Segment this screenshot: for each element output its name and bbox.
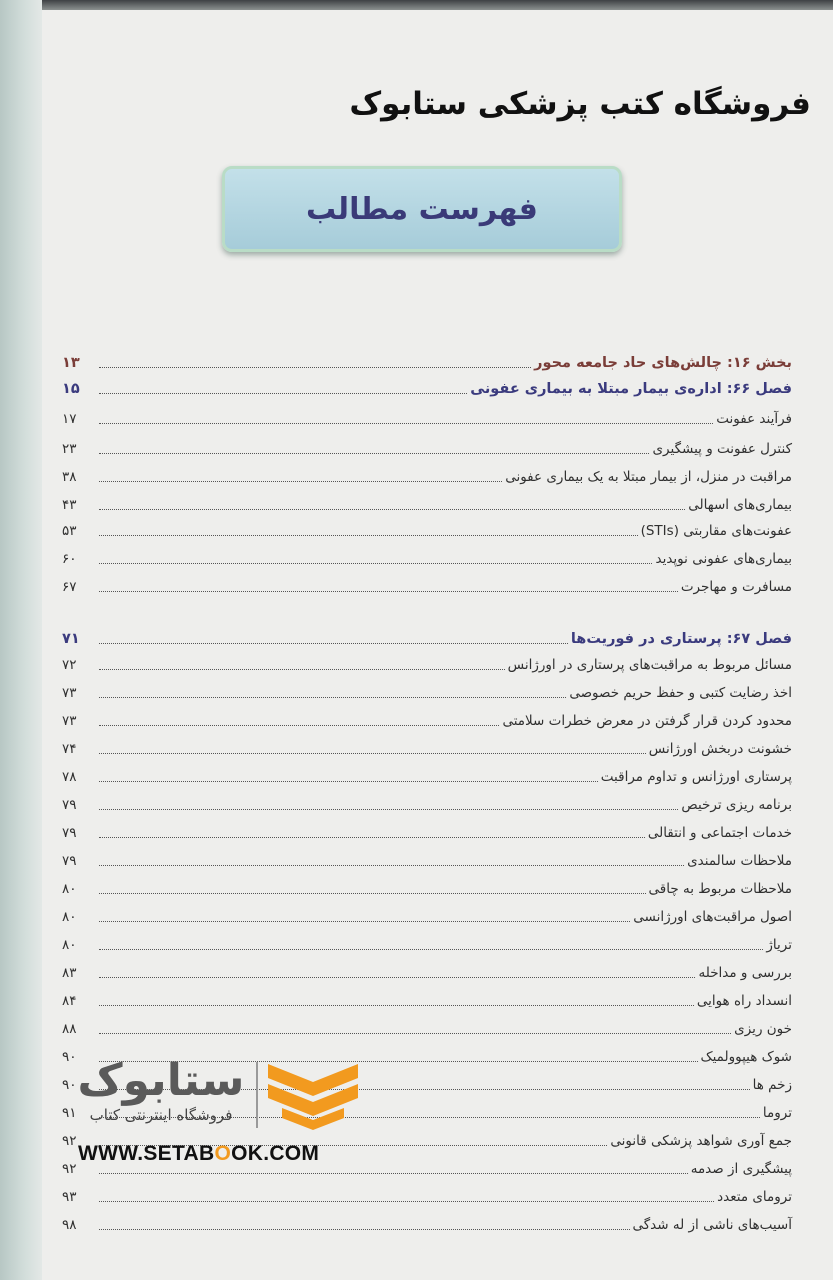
toc-entry <box>62 434 792 458</box>
toc-entry-title: بخش ۱۶: چالش‌های حاد جامعه محور <box>534 355 792 371</box>
toc-entry <box>62 902 792 926</box>
toc-leader-dots <box>99 949 763 950</box>
toc-entry-title: خدمات اجتماعی و انتقالی <box>647 825 792 841</box>
toc-entry <box>62 1210 792 1234</box>
toc-leader-dots <box>99 1033 731 1034</box>
toc-page-number: ۸۸ <box>62 1021 77 1037</box>
toc-entry-title: اخذ رضایت کتبی و حفظ حریم خصوصی <box>569 685 792 701</box>
toc-entry-title: بیماری‌های اسهالی <box>688 497 792 513</box>
toc-entry <box>62 650 792 674</box>
toc-page-number: ۷۲ <box>62 657 77 673</box>
toc-leader-dots <box>99 697 566 698</box>
toc-entry-title: انسداد راه هوایی <box>696 993 792 1009</box>
toc-entry <box>62 678 792 702</box>
toc-entry-title: آسیب‌های ناشی از له شدگی <box>632 1217 792 1233</box>
watermark-url-o: O <box>214 1142 232 1165</box>
toc-page-number: ۱۷ <box>62 411 77 427</box>
toc-part-heading <box>62 348 792 372</box>
toc-page-number: ۹۲ <box>62 1133 77 1149</box>
toc-entry-title: ترومای متعدد <box>717 1189 792 1205</box>
toc-page-number: ۸۴ <box>62 993 77 1009</box>
toc-entry-title: بررسی و مداخله <box>698 965 792 981</box>
toc-entry-title: کنترل عفونت و پیشگیری <box>652 441 792 457</box>
toc-page-number: ۱۵ <box>62 381 80 397</box>
toc-entry-title: محدود کردن قرار گرفتن در معرض خطرات سلامتی <box>502 713 792 729</box>
toc-entry <box>62 572 792 596</box>
toc-page-number: ۸۰ <box>62 937 77 953</box>
toc-page-number: ۹۰ <box>62 1049 77 1065</box>
toc-leader-dots <box>99 809 678 810</box>
toc-leader-dots <box>99 1201 714 1202</box>
toc-leader-dots <box>99 865 684 866</box>
toc-entry <box>62 846 792 870</box>
toc-entry-title: تروما <box>762 1105 792 1121</box>
toc-entry <box>62 1182 792 1206</box>
binding-strip <box>0 0 42 1280</box>
toc-page-number: ۴۳ <box>62 497 77 513</box>
toc-entry <box>62 958 792 982</box>
toc-entry-title: پیشگیری از صدمه <box>690 1161 792 1177</box>
toc-entry-title: مسافرت و مهاجرت <box>680 579 792 595</box>
toc-page-number: ۷۹ <box>62 797 77 813</box>
toc-entry <box>62 818 792 842</box>
toc-entry-title: پرستاری اورژانس و تداوم مراقبت <box>600 769 792 785</box>
toc-page-number: ۹۰ <box>62 1077 77 1093</box>
watermark-url-part2: OK.COM <box>231 1142 320 1165</box>
toc-page-number: ۶۰ <box>62 551 77 567</box>
toc-entry <box>62 734 792 758</box>
toc-entry-title: عفونت‌های مقاربتی (STIs) <box>640 523 792 539</box>
toc-entry <box>62 706 792 730</box>
toc-entry-title: برنامه ریزی ترخیص <box>681 797 792 813</box>
toc-entry <box>62 762 792 786</box>
toc-leader-dots <box>99 481 502 482</box>
toc-leader-dots <box>99 781 598 782</box>
toc-leader-dots <box>99 837 645 838</box>
toc-page-number: ۵۳ <box>62 523 77 539</box>
watermark-divider <box>256 1062 258 1128</box>
toc-page-number: ۹۳ <box>62 1189 77 1205</box>
toc-page-number: ۷۳ <box>62 685 77 701</box>
toc-title: فهرست مطالب <box>306 191 538 227</box>
toc-entry-title: خون ریزی <box>734 1021 792 1037</box>
toc-page-number: ۷۹ <box>62 853 77 869</box>
toc-page-number: ۶۷ <box>62 579 77 595</box>
toc-entry-title: ملاحظات سالمندی <box>687 853 792 869</box>
toc-leader-dots <box>99 423 713 424</box>
toc-entry <box>62 404 792 428</box>
toc-entry <box>62 516 792 540</box>
toc-entry <box>62 986 792 1010</box>
toc-leader-dots <box>99 893 646 894</box>
toc-entry <box>62 874 792 898</box>
toc-entry-title: اصول مراقبت‌های اورژانسی <box>633 909 792 925</box>
toc-page-number: ۳۸ <box>62 469 77 485</box>
toc-entry-title: شوک هیپوولمیک <box>700 1049 792 1065</box>
toc-page-number: ۷۹ <box>62 825 77 841</box>
toc-page-number: ۸۰ <box>62 881 77 897</box>
toc-leader-dots <box>99 535 638 536</box>
toc-entry <box>62 930 792 954</box>
chevron-logo-icon <box>268 1060 358 1132</box>
toc-page-number: ۷۸ <box>62 769 77 785</box>
toc-entry-title: زخم ها <box>752 1077 792 1093</box>
page-top-edge <box>0 0 833 10</box>
toc-chapter-heading <box>62 374 792 398</box>
toc-leader-dots <box>99 1005 694 1006</box>
toc-entry-title: مسائل مربوط به مراقبت‌های پرستاری در اورژانس <box>507 657 792 673</box>
toc-title-box <box>222 166 622 252</box>
toc-page-number: ۷۳ <box>62 713 77 729</box>
watermark-logo-subtitle: فروشگاه اینترنتی کتاب <box>89 1106 233 1124</box>
toc-entry-title: تریاژ <box>766 937 792 953</box>
toc-entry <box>62 1014 792 1038</box>
toc-page-number: ۸۰ <box>62 909 77 925</box>
toc-leader-dots <box>99 921 630 922</box>
toc-entry-title: بیماری‌های عفونی نوپدید <box>655 551 792 567</box>
toc-entry-title: ملاحظات مربوط به چاقی <box>648 881 792 897</box>
toc-page-number: ۷۱ <box>62 631 80 647</box>
toc-leader-dots <box>99 563 652 564</box>
toc-leader-dots <box>99 643 568 644</box>
toc-page-number: ۷۴ <box>62 741 77 757</box>
watermark-url-part1: WWW.SETAB <box>78 1142 215 1165</box>
toc-page-number: ۹۱ <box>62 1105 77 1121</box>
toc-entry <box>62 490 792 514</box>
toc-page-number: ۸۳ <box>62 965 77 981</box>
toc-entry-title: فصل ۶۶: اداره‌ی بیمار مبتلا به بیماری عفونی <box>470 381 792 397</box>
setabook-watermark <box>70 1052 360 1174</box>
toc-entry-title: فرآیند عفونت <box>716 411 792 427</box>
toc-entry-title: مراقبت در منزل، از بیمار مبتلا به یک بیماری عفونی <box>505 469 792 485</box>
toc-leader-dots <box>99 453 649 454</box>
toc-leader-dots <box>99 367 531 368</box>
toc-entry-title: جمع آوری شواهد پزشکی قانونی <box>610 1133 792 1149</box>
toc-leader-dots <box>99 977 695 978</box>
store-header: فروشگاه کتب پزشکی ستابوک <box>349 86 811 122</box>
toc-leader-dots <box>99 1229 630 1230</box>
toc-leader-dots <box>99 591 678 592</box>
toc-page-number: ۹۲ <box>62 1161 77 1177</box>
toc-entry <box>62 462 792 486</box>
toc-entry <box>62 790 792 814</box>
toc-entry <box>62 544 792 568</box>
toc-page-number: ۱۳ <box>62 355 80 371</box>
toc-page-number: ۲۳ <box>62 441 77 457</box>
toc-entry-title: خشونت دربخش اورژانس <box>648 741 792 757</box>
toc-leader-dots <box>99 753 646 754</box>
toc-leader-dots <box>99 509 685 510</box>
toc-leader-dots <box>99 669 505 670</box>
watermark-url <box>78 1142 319 1166</box>
toc-entry-title: فصل ۶۷: پرستاری در فوریت‌ها <box>570 631 792 647</box>
toc-leader-dots <box>99 393 467 394</box>
toc-chapter-heading <box>62 624 792 648</box>
toc-page-number: ۹۸ <box>62 1217 77 1233</box>
watermark-logo-text: ستابوک <box>77 1055 245 1106</box>
toc-leader-dots <box>99 725 499 726</box>
